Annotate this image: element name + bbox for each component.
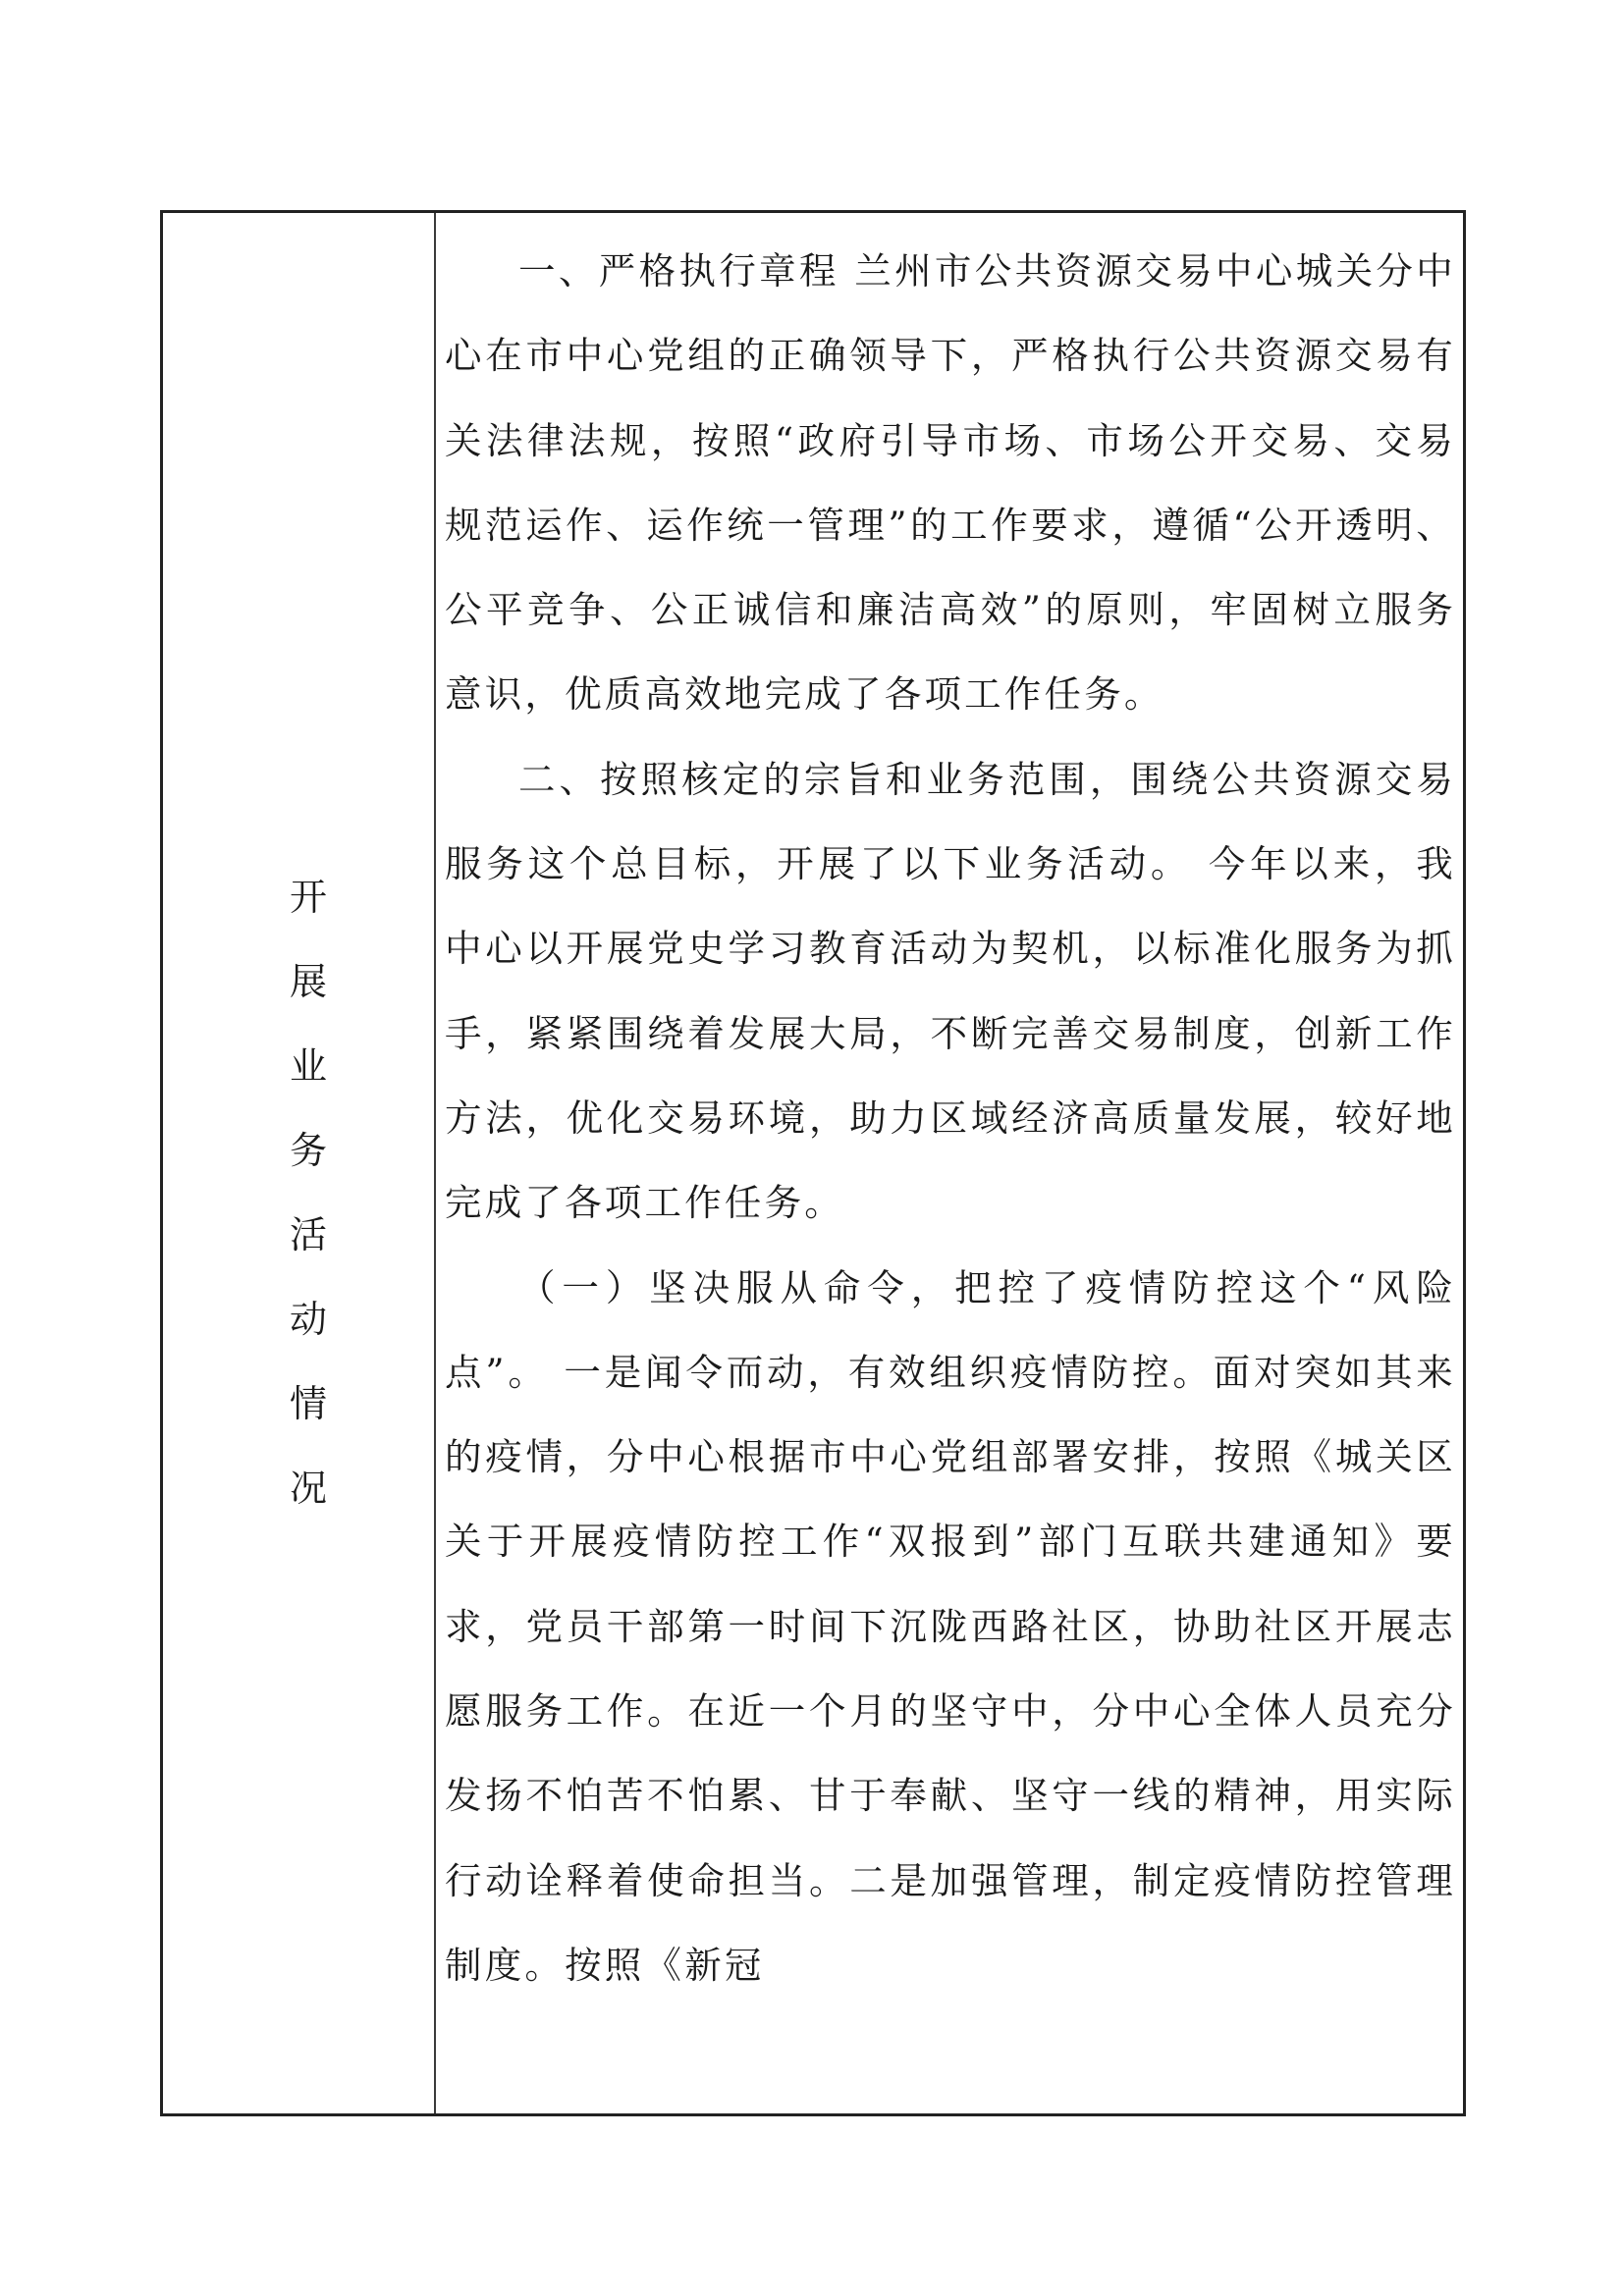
paragraph-business-activities: 二、按照核定的宗旨和业务范围，围绕公共资源交易服务这个总目标，开展了以下业务活动。 今年以来，我中心以开展党史学习教育活动为契机，以标准化服务为抓手，紧紧围绕着发展大局，不断完善交易制度，创新工作方法，优化交易环境，助力区域经济高质量发展，较好地完成了各项工作任务。 — [445, 757, 1456, 1225]
paragraph-regulations: 一、严格执行章程 兰州市公共资源交易中心城关分中心在市中心党组的正确领导下，严格执行公共资源交易有关法律法规，按照“政府引导市场、市场公开交易、交易规范运作、运作统一管理”的工作要求，遵循“公开透明、公平竞争、公正诚信和廉洁高效”的原则，牢固树立服务意识，优质高效地完成了各项工作任务。 — [445, 249, 1456, 717]
section-label-char: 动 — [289, 1298, 327, 1341]
section-label-char: 情 — [289, 1382, 327, 1425]
content-cell — [445, 229, 1456, 2007]
section-label-char: 活 — [289, 1213, 327, 1256]
activity-report-table — [160, 210, 1466, 2116]
section-label-char: 开 — [289, 876, 327, 919]
section-label-cell — [163, 213, 434, 2113]
section-label-char: 务 — [289, 1129, 327, 1172]
paragraph-epidemic-control: （一）坚决服从命令，把控了疫情防控这个“风险点”。 一是闻令而动，有效组织疫情防控。面对突如其来的疫情，分中心根据市中心党组部署安排，按照《城关区关于开展疫情防控工作“双报到”部门互联共建通知》要求，党员干部第一时间下沉陇西路社区，协助社区开展志愿服务工作。在近一个月的坚守中，分中心全体人员充分发扬不怕苦不怕累、甘于奉献、坚守一线的精神，用实际行动诠释着使命担当。二是加强管理，制定疫情防控管理制度。按照《新冠 — [445, 1265, 1456, 1987]
column-divider — [434, 213, 436, 2113]
section-label — [281, 855, 336, 1530]
section-label-char: 展 — [289, 960, 327, 1003]
section-label-char: 业 — [289, 1044, 327, 1088]
section-label-char: 况 — [289, 1467, 327, 1510]
